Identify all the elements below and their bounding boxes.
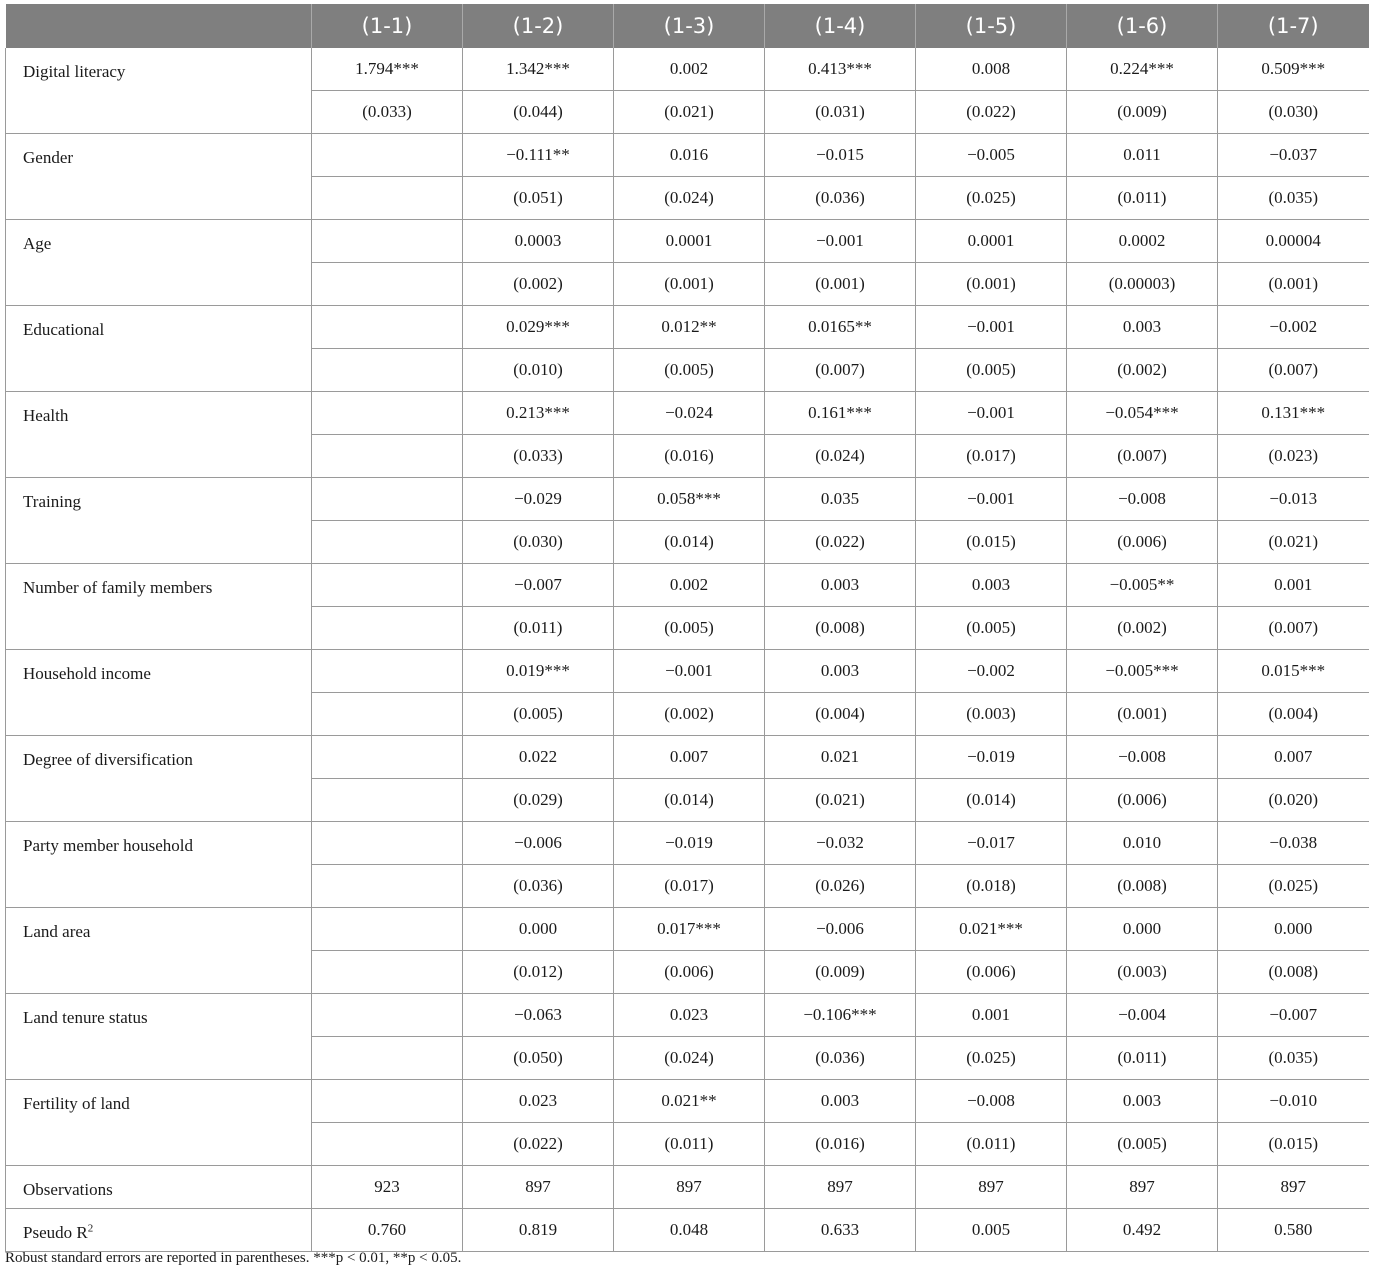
- coefficient-cell: 0.509***: [1218, 48, 1369, 91]
- coefficient-cell: 0.000: [1218, 908, 1369, 951]
- std-error-cell: (0.007): [765, 349, 916, 392]
- coefficient-cell: 0.001: [916, 994, 1067, 1037]
- std-error-cell: (0.002): [463, 263, 614, 306]
- std-error-cell: (0.005): [614, 349, 765, 392]
- pseudo-r2-cell: 0.048: [614, 1209, 765, 1252]
- std-error-cell: (0.018): [916, 865, 1067, 908]
- table-row-pseudo-r2: [6, 1209, 1369, 1252]
- table-row-observations: [6, 1166, 1369, 1209]
- table-row-coefficient: [6, 478, 1369, 521]
- coefficient-cell: −0.015: [765, 134, 916, 177]
- std-error-cell: (0.030): [1218, 91, 1369, 134]
- std-error-cell: (0.036): [463, 865, 614, 908]
- column-header: (1-2): [463, 4, 614, 48]
- coefficient-cell: [312, 392, 463, 435]
- coefficient-cell: −0.017: [916, 822, 1067, 865]
- pseudo-r2-text: Pseudo R: [23, 1223, 88, 1242]
- std-error-cell: (0.025): [1218, 865, 1369, 908]
- pseudo-r2-cell: 0.760: [312, 1209, 463, 1252]
- coefficient-cell: 0.021: [765, 736, 916, 779]
- coefficient-cell: [312, 994, 463, 1037]
- std-error-cell: (0.005): [916, 607, 1067, 650]
- coefficient-cell: −0.106***: [765, 994, 916, 1037]
- std-error-cell: (0.035): [1218, 1037, 1369, 1080]
- coefficient-cell: 0.008: [916, 48, 1067, 91]
- std-error-cell: (0.012): [463, 951, 614, 994]
- variable-name: Household income: [6, 650, 312, 736]
- coefficient-cell: −0.005: [916, 134, 1067, 177]
- coefficient-cell: −0.008: [916, 1080, 1067, 1123]
- std-error-cell: (0.003): [1067, 951, 1218, 994]
- std-error-cell: (0.00003): [1067, 263, 1218, 306]
- variable-name: Digital literacy: [6, 48, 312, 134]
- column-header: (1-3): [614, 4, 765, 48]
- coefficient-cell: −0.007: [1218, 994, 1369, 1037]
- std-error-cell: (0.020): [1218, 779, 1369, 822]
- pseudo-r2-superscript: 2: [87, 1222, 94, 1235]
- variable-name: Fertility of land: [6, 1080, 312, 1166]
- coefficient-cell: −0.013: [1218, 478, 1369, 521]
- coefficient-cell: −0.006: [765, 908, 916, 951]
- std-error-cell: (0.021): [765, 779, 916, 822]
- std-error-cell: [312, 607, 463, 650]
- std-error-cell: (0.011): [1067, 1037, 1218, 1080]
- std-error-cell: (0.011): [916, 1123, 1067, 1166]
- coefficient-cell: 0.413***: [765, 48, 916, 91]
- coefficient-cell: −0.007: [463, 564, 614, 607]
- variable-name: Health: [6, 392, 312, 478]
- std-error-cell: (0.005): [463, 693, 614, 736]
- variable-name: Gender: [6, 134, 312, 220]
- std-error-cell: (0.025): [916, 1037, 1067, 1080]
- coefficient-cell: 0.019***: [463, 650, 614, 693]
- pseudo-r2-cell: 0.633: [765, 1209, 916, 1252]
- coefficient-cell: −0.029: [463, 478, 614, 521]
- std-error-cell: (0.006): [1067, 521, 1218, 564]
- std-error-cell: (0.025): [916, 177, 1067, 220]
- observations-cell: 897: [765, 1166, 916, 1209]
- regression-table: [5, 4, 1369, 1252]
- coefficient-cell: 0.000: [1067, 908, 1218, 951]
- coefficient-cell: 0.007: [1218, 736, 1369, 779]
- coefficient-cell: −0.005***: [1067, 650, 1218, 693]
- coefficient-cell: −0.032: [765, 822, 916, 865]
- std-error-cell: [312, 1123, 463, 1166]
- coefficient-cell: [312, 736, 463, 779]
- coefficient-cell: −0.111**: [463, 134, 614, 177]
- std-error-cell: (0.010): [463, 349, 614, 392]
- std-error-cell: (0.014): [614, 521, 765, 564]
- std-error-cell: [312, 435, 463, 478]
- coefficient-cell: 0.002: [614, 564, 765, 607]
- std-error-cell: (0.035): [1218, 177, 1369, 220]
- std-error-cell: (0.001): [765, 263, 916, 306]
- coefficient-cell: 0.003: [765, 564, 916, 607]
- std-error-cell: (0.036): [765, 177, 916, 220]
- coefficient-cell: [312, 220, 463, 263]
- coefficient-cell: −0.005**: [1067, 564, 1218, 607]
- std-error-cell: [312, 779, 463, 822]
- coefficient-cell: −0.063: [463, 994, 614, 1037]
- pseudo-r2-cell: 0.819: [463, 1209, 614, 1252]
- std-error-cell: (0.017): [916, 435, 1067, 478]
- coefficient-cell: 0.000: [463, 908, 614, 951]
- coefficient-cell: −0.037: [1218, 134, 1369, 177]
- std-error-cell: (0.004): [765, 693, 916, 736]
- std-error-cell: (0.002): [614, 693, 765, 736]
- coefficient-cell: [312, 564, 463, 607]
- std-error-cell: (0.009): [1067, 91, 1218, 134]
- header-blank: [6, 4, 312, 48]
- observations-label: Observations: [6, 1166, 312, 1209]
- std-error-cell: (0.005): [614, 607, 765, 650]
- std-error-cell: (0.008): [1067, 865, 1218, 908]
- coefficient-cell: −0.054***: [1067, 392, 1218, 435]
- table-row-coefficient: [6, 220, 1369, 263]
- coefficient-cell: 0.213***: [463, 392, 614, 435]
- std-error-cell: (0.026): [765, 865, 916, 908]
- std-error-cell: (0.036): [765, 1037, 916, 1080]
- coefficient-cell: [312, 908, 463, 951]
- std-error-cell: (0.016): [765, 1123, 916, 1166]
- std-error-cell: (0.014): [916, 779, 1067, 822]
- coefficient-cell: −0.002: [916, 650, 1067, 693]
- coefficient-cell: −0.038: [1218, 822, 1369, 865]
- std-error-cell: (0.022): [765, 521, 916, 564]
- std-error-cell: (0.015): [916, 521, 1067, 564]
- coefficient-cell: 0.023: [614, 994, 765, 1037]
- regression-table-container: [5, 4, 1368, 1252]
- std-error-cell: (0.001): [1218, 263, 1369, 306]
- observations-cell: 897: [1067, 1166, 1218, 1209]
- coefficient-cell: 0.023: [463, 1080, 614, 1123]
- std-error-cell: (0.014): [614, 779, 765, 822]
- std-error-cell: (0.051): [463, 177, 614, 220]
- pseudo-r2-cell: 0.580: [1218, 1209, 1369, 1252]
- coefficient-cell: 0.017***: [614, 908, 765, 951]
- coefficient-cell: 0.0001: [614, 220, 765, 263]
- std-error-cell: [312, 693, 463, 736]
- coefficient-cell: 0.001: [1218, 564, 1369, 607]
- std-error-cell: (0.006): [1067, 779, 1218, 822]
- std-error-cell: (0.005): [1067, 1123, 1218, 1166]
- coefficient-cell: −0.006: [463, 822, 614, 865]
- observations-cell: 897: [1218, 1166, 1369, 1209]
- coefficient-cell: 0.003: [1067, 1080, 1218, 1123]
- std-error-cell: (0.024): [614, 177, 765, 220]
- std-error-cell: (0.044): [463, 91, 614, 134]
- coefficient-cell: 0.012**: [614, 306, 765, 349]
- std-error-cell: (0.024): [765, 435, 916, 478]
- coefficient-cell: −0.001: [916, 478, 1067, 521]
- coefficient-cell: 0.0002: [1067, 220, 1218, 263]
- table-row-coefficient: [6, 48, 1369, 91]
- coefficient-cell: [312, 822, 463, 865]
- coefficient-cell: 0.161***: [765, 392, 916, 435]
- pseudo-r2-cell: 0.005: [916, 1209, 1067, 1252]
- table-row-coefficient: [6, 908, 1369, 951]
- std-error-cell: (0.030): [463, 521, 614, 564]
- table-row-coefficient: [6, 822, 1369, 865]
- std-error-cell: (0.024): [614, 1037, 765, 1080]
- std-error-cell: (0.021): [1218, 521, 1369, 564]
- coefficient-cell: 0.021**: [614, 1080, 765, 1123]
- column-header: (1-5): [916, 4, 1067, 48]
- column-header: (1-7): [1218, 4, 1369, 48]
- table-row-coefficient: [6, 564, 1369, 607]
- std-error-cell: (0.011): [1067, 177, 1218, 220]
- std-error-cell: (0.007): [1218, 607, 1369, 650]
- pseudo-r2-cell: 0.492: [1067, 1209, 1218, 1252]
- coefficient-cell: [312, 134, 463, 177]
- table-row-coefficient: [6, 1080, 1369, 1123]
- table-row-coefficient: [6, 650, 1369, 693]
- column-header: (1-6): [1067, 4, 1218, 48]
- coefficient-cell: 0.022: [463, 736, 614, 779]
- std-error-cell: (0.003): [916, 693, 1067, 736]
- coefficient-cell: −0.001: [916, 306, 1067, 349]
- std-error-cell: (0.001): [916, 263, 1067, 306]
- std-error-cell: (0.022): [463, 1123, 614, 1166]
- coefficient-cell: [312, 1080, 463, 1123]
- coefficient-cell: 0.0001: [916, 220, 1067, 263]
- table-row-coefficient: [6, 994, 1369, 1037]
- variable-name: Age: [6, 220, 312, 306]
- std-error-cell: (0.011): [463, 607, 614, 650]
- std-error-cell: (0.001): [1067, 693, 1218, 736]
- variable-name: Training: [6, 478, 312, 564]
- std-error-cell: (0.016): [614, 435, 765, 478]
- std-error-cell: (0.008): [765, 607, 916, 650]
- std-error-cell: (0.017): [614, 865, 765, 908]
- coefficient-cell: 0.035: [765, 478, 916, 521]
- variable-name: Educational: [6, 306, 312, 392]
- variable-name: Party member household: [6, 822, 312, 908]
- coefficient-cell: 0.0003: [463, 220, 614, 263]
- std-error-cell: (0.033): [312, 91, 463, 134]
- std-error-cell: (0.029): [463, 779, 614, 822]
- coefficient-cell: −0.002: [1218, 306, 1369, 349]
- std-error-cell: (0.006): [614, 951, 765, 994]
- table-row-coefficient: [6, 134, 1369, 177]
- coefficient-cell: [312, 650, 463, 693]
- coefficient-cell: 0.00004: [1218, 220, 1369, 263]
- coefficient-cell: 0.011: [1067, 134, 1218, 177]
- observations-cell: 897: [614, 1166, 765, 1209]
- coefficient-cell: 0.131***: [1218, 392, 1369, 435]
- coefficient-cell: 1.342***: [463, 48, 614, 91]
- coefficient-cell: 0.015***: [1218, 650, 1369, 693]
- std-error-cell: (0.022): [916, 91, 1067, 134]
- coefficient-cell: 0.0165**: [765, 306, 916, 349]
- coefficient-cell: −0.008: [1067, 736, 1218, 779]
- coefficient-cell: −0.010: [1218, 1080, 1369, 1123]
- std-error-cell: (0.002): [1067, 607, 1218, 650]
- coefficient-cell: −0.019: [916, 736, 1067, 779]
- variable-name: Number of family members: [6, 564, 312, 650]
- std-error-cell: (0.009): [765, 951, 916, 994]
- coefficient-cell: 1.794***: [312, 48, 463, 91]
- pseudo-r2-label: [6, 1209, 312, 1252]
- std-error-cell: (0.031): [765, 91, 916, 134]
- coefficient-cell: −0.004: [1067, 994, 1218, 1037]
- coefficient-cell: [312, 478, 463, 521]
- coefficient-cell: 0.010: [1067, 822, 1218, 865]
- coefficient-cell: −0.019: [614, 822, 765, 865]
- std-error-cell: (0.006): [916, 951, 1067, 994]
- table-row-coefficient: [6, 392, 1369, 435]
- coefficient-cell: 0.007: [614, 736, 765, 779]
- coefficient-cell: 0.021***: [916, 908, 1067, 951]
- std-error-cell: (0.008): [1218, 951, 1369, 994]
- std-error-cell: (0.021): [614, 91, 765, 134]
- std-error-cell: (0.023): [1218, 435, 1369, 478]
- coefficient-cell: 0.224***: [1067, 48, 1218, 91]
- std-error-cell: (0.007): [1218, 349, 1369, 392]
- variable-name: Degree of diversification: [6, 736, 312, 822]
- std-error-cell: (0.005): [916, 349, 1067, 392]
- header-row: [6, 4, 1369, 48]
- coefficient-cell: 0.058***: [614, 478, 765, 521]
- std-error-cell: [312, 1037, 463, 1080]
- std-error-cell: [312, 521, 463, 564]
- coefficient-cell: 0.003: [916, 564, 1067, 607]
- table-row-coefficient: [6, 306, 1369, 349]
- table-row-coefficient: [6, 736, 1369, 779]
- std-error-cell: [312, 349, 463, 392]
- std-error-cell: (0.007): [1067, 435, 1218, 478]
- std-error-cell: [312, 263, 463, 306]
- variable-name: Land area: [6, 908, 312, 994]
- std-error-cell: (0.011): [614, 1123, 765, 1166]
- observations-cell: 897: [463, 1166, 614, 1209]
- coefficient-cell: 0.003: [1067, 306, 1218, 349]
- std-error-cell: (0.033): [463, 435, 614, 478]
- std-error-cell: [312, 177, 463, 220]
- std-error-cell: (0.050): [463, 1037, 614, 1080]
- coefficient-cell: −0.024: [614, 392, 765, 435]
- std-error-cell: [312, 865, 463, 908]
- table-footnote: Robust standard errors are reported in parentheses. ***p < 0.01, **p < 0.05.: [5, 1250, 462, 1266]
- coefficient-cell: −0.001: [916, 392, 1067, 435]
- std-error-cell: (0.002): [1067, 349, 1218, 392]
- column-header: (1-1): [312, 4, 463, 48]
- coefficient-cell: 0.003: [765, 1080, 916, 1123]
- observations-cell: 923: [312, 1166, 463, 1209]
- coefficient-cell: −0.008: [1067, 478, 1218, 521]
- coefficient-cell: 0.016: [614, 134, 765, 177]
- variable-name: Land tenure status: [6, 994, 312, 1080]
- coefficient-cell: −0.001: [765, 220, 916, 263]
- coefficient-cell: [312, 306, 463, 349]
- std-error-cell: (0.004): [1218, 693, 1369, 736]
- table-body: [6, 48, 1369, 1252]
- std-error-cell: (0.001): [614, 263, 765, 306]
- column-header: (1-4): [765, 4, 916, 48]
- std-error-cell: (0.015): [1218, 1123, 1369, 1166]
- coefficient-cell: −0.001: [614, 650, 765, 693]
- coefficient-cell: 0.002: [614, 48, 765, 91]
- coefficient-cell: 0.003: [765, 650, 916, 693]
- observations-cell: 897: [916, 1166, 1067, 1209]
- std-error-cell: [312, 951, 463, 994]
- coefficient-cell: 0.029***: [463, 306, 614, 349]
